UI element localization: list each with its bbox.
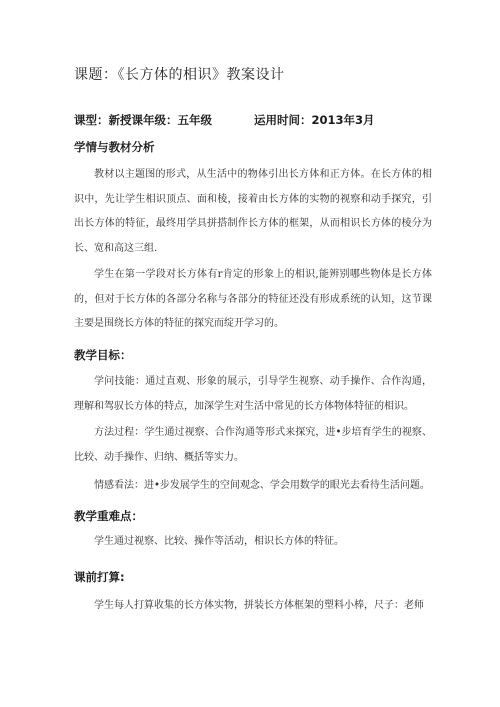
heading-preparation: 课前打算:: [74, 570, 125, 584]
heading-focus: 教学重难点：: [74, 509, 143, 523]
paragraph-goals-3: 情感看法：进•步发展学生的空间观念、学会用数学的眼光去看待生活问题。: [94, 480, 430, 491]
heading-goals: 教学目标：: [74, 348, 132, 362]
lesson-meta-line: [74, 112, 375, 128]
document-title: 课题：《长方体的相识》教案设计: [74, 67, 285, 83]
heading-analysis: 学情与教材分析: [74, 140, 155, 154]
paragraph-goals-1: 学问技能：通过直观、形象的展示，引导学生视察、动手操作、合作沟通，理解和驾驭长方体的特点，加深学生对生活中常见的长方体物体特征的相识。: [74, 376, 432, 412]
paragraph-analysis-2: 学生在第一学段对长方体有r肯定的形象上的相识,能辨别哪些物体是长方体的，但对于长方体的各部分名称与各部分的特征还没有形成系统的认知，这节课主要是围绕长方体的特征的探究而绽开学习的。: [74, 269, 432, 329]
paragraph-analysis-1: 教材以主题图的形式，从生活中的物体引出长方体和正方体。在长方体的相识中，先让学生相识顶点、面和棱，接着由长方体的实物的视察和动手探究，引出长方体的特征，最终用学具拼搭制作长方体的框架，从而相识长方体的棱分为长、宽和高这三组.: [74, 169, 432, 254]
paragraph-goals-2: 方法过程：学生通过视察、合作沟通等形式来探究，进•步培育学生的视察、比较、动手操作、归纳、概括等实力。: [74, 427, 432, 463]
lesson-type-grade: 课型：新授课年级：五年级: [74, 113, 212, 127]
lesson-date: 运用时间：2013年3月: [254, 113, 375, 127]
paragraph-preparation-1: 学生每人打算收集的长方体实物，拼装长方体框架的塑料小棒，尺子：老师: [94, 600, 424, 611]
paragraph-focus-1: 学生通过视察、比较、操作等活动，相识长方体的特征。: [94, 536, 344, 547]
